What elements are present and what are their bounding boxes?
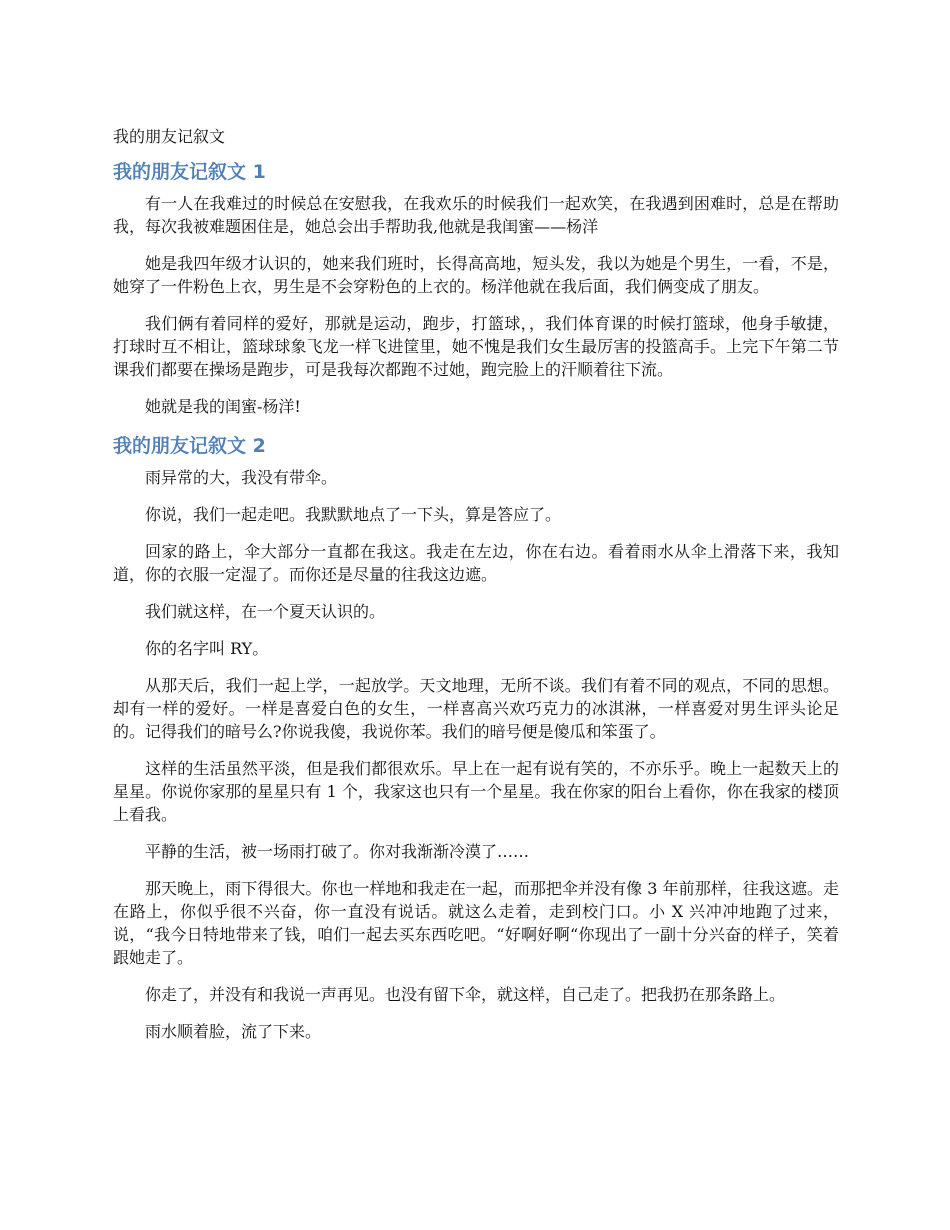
paragraph: 这样的生活虽然平淡，但是我们都很欢乐。早上在一起有说有笑的，不亦乐乎。晚上一起数天上的星星。你说你家那的星星只有 1 个，我家这也只有一个星星。我在你家的阳台上看你，你在我家的楼顶上看我。 <box>113 759 839 824</box>
section-heading: 我的朋友记叙文 1 <box>113 161 266 183</box>
paragraph: 从那天后，我们一起上学，一起放学。天文地理，无所不谈。我们有着不同的观点，不同的思想。却有一样的爱好。一样是喜爱白色的女生，一样喜高兴欢巧克力的冰淇淋，一样喜爱对男生评头论足的。记得我们的暗号么?你说我傻，我说你苯。我们的暗号便是傻瓜和笨蛋了。 <box>113 676 839 741</box>
paragraph: 雨水顺着脸，流了下来。 <box>145 1022 322 1041</box>
paragraph: 平静的生活，被一场雨打破了。你对我渐渐冷漠了…… <box>145 842 530 861</box>
paragraph: 你走了，并没有和我说一声再见。也没有留下伞，就这样，自己走了。把我扔在那条路上。 <box>145 985 786 1004</box>
document-page <box>113 124 839 1057</box>
paragraph: 回家的路上，伞大部分一直都在我这。我走在左边，你在右边。看着雨水从伞上滑落下来，我知道，你的衣服一定湿了。而你还是尽量的往我这边遮。 <box>113 542 839 584</box>
paragraph: 她就是我的闺蜜-杨洋! <box>145 397 301 416</box>
section-1 <box>113 158 839 418</box>
paragraph: 你的名字叫 RY。 <box>145 639 269 658</box>
paragraph: 你说，我们一起走吧。我默默地点了一下头，算是答应了。 <box>145 505 562 524</box>
paragraph: 那天晚上，雨下得很大。你也一样地和我走在一起，而那把伞并没有像 3 年前那样，往我这遮。走在路上，你似乎很不兴奋，你一直没有说话。就这么走着，走到校门口。小 X 兴冲冲地跑了过来，说，“我今日特地带来了钱，咱们一起去买东西吃吧。“好啊好啊“你现出了一副十分兴奋的样子，笑着跟她走了。 <box>113 879 839 967</box>
paragraph: 我们俩有着同样的爱好，那就是运动，跑步，打篮球，，我们体育课的时候打篮球，他身手敏捷，打球时互不相让，篮球球象飞龙一样飞进筐里，她不愧是我们女生最厉害的投篮高手。上完下午第二节课我们都要在操场是跑步，可是我每次都跑不过她，跑完脸上的汗顺着往下流。 <box>113 314 839 379</box>
paragraph: 她是我四年级才认识的，她来我们班时，长得高高地，短头发，我以为她是个男生，一看，不是，她穿了一件粉色上衣，男生是不会穿粉色的上衣的。杨洋他就在我后面，我们俩变成了朋友。 <box>113 254 839 296</box>
paragraph: 我们就这样，在一个夏天认识的。 <box>145 602 386 621</box>
paragraph: 有一人在我难过的时候总在安慰我，在我欢乐的时候我们一起欢笑，在我遇到困难时，总是在帮助我，每次我被难题困住是，她总会出手帮助我,他就是我闺蜜——杨洋 <box>113 194 839 236</box>
section-heading: 我的朋友记叙文 2 <box>113 435 266 457</box>
document-title: 我的朋友记叙文 <box>113 127 226 146</box>
section-2 <box>113 432 839 1043</box>
paragraph: 雨异常的大，我没有带伞。 <box>145 468 338 487</box>
